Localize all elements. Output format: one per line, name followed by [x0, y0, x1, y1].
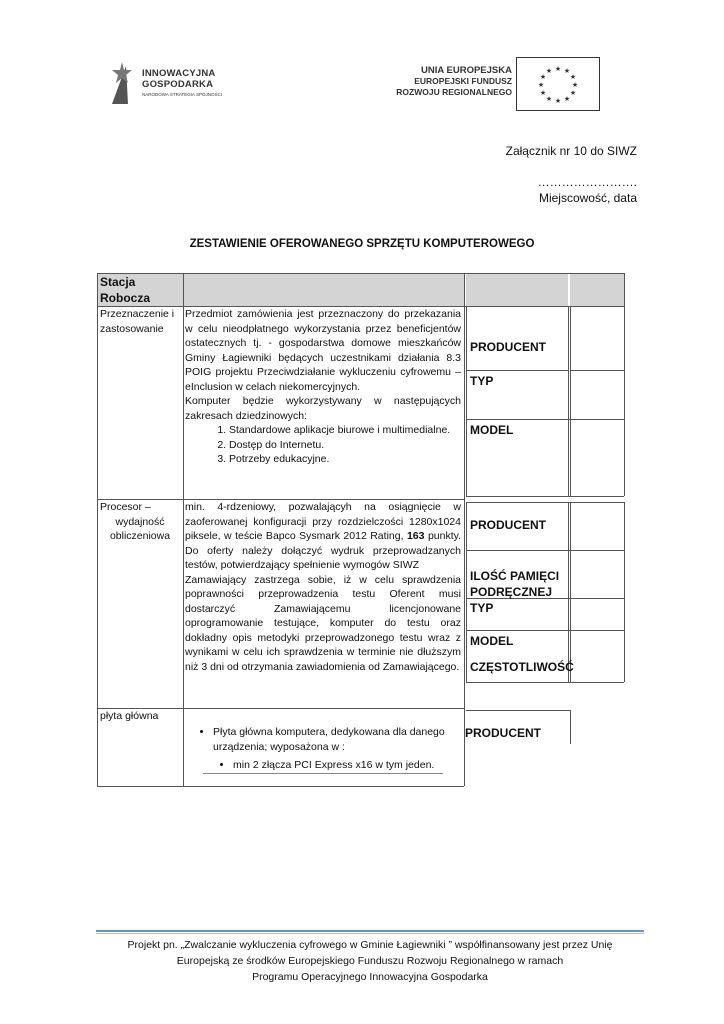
- star-logo-icon: [108, 60, 138, 106]
- logo-left-sub: NARODOWA STRATEGIA SPÓJNOŚCI: [142, 92, 223, 97]
- row2-field-typ: TYP: [470, 601, 494, 615]
- header-cell-desc: [183, 273, 464, 306]
- row3-description: [185, 725, 461, 773]
- row2-field-frequency: CZĘSTOTLIWOŚĆ: [470, 660, 574, 674]
- dots-placeholder: …………………….: [537, 175, 637, 189]
- place-date-label: Miejscowość, data: [538, 191, 637, 205]
- row1-label: Przeznaczenie i zastosowanie: [100, 308, 175, 335]
- footer-divider-thin: [96, 933, 644, 934]
- row2-text-bold: 163: [406, 530, 425, 542]
- logo-left-line1: INNOWACYJNA: [142, 68, 216, 79]
- footer-line: Programu Operacyjnego Innowacyjna Gospodarka: [252, 971, 488, 983]
- row2-field-cache: ILOŚĆ PAMIĘCI PODRĘCZNEJ: [470, 569, 560, 599]
- svg-text:★: ★: [569, 89, 577, 97]
- list-item: 1. Standardowe aplikacje biurowe i multimedialne.: [229, 423, 461, 438]
- logo-left-line2: GOSPODARKA: [142, 79, 214, 90]
- row2-text2: Zamawiający zastrzega sobie, iż w celu sprawdzenia poprawności przeprowadzenia testu Oferent musi dostarczyć Zamawiającemu licencjonowane oprogramowanie testujące, komputer do testu oraz dokładny opis metodyki przeprowadzonego testu wraz z wynikami w celu ich sprawdzenia w terminie nie dłuższym niż 3 dni od otrzymania zawiadomienia od Zamawiającego.: [185, 573, 461, 673]
- svg-text:★: ★: [563, 67, 571, 75]
- innowacyjna-gospodarka-logo: [108, 60, 258, 106]
- row1-field-typ: TYP: [470, 374, 494, 388]
- list-item: • Płyta główna komputera, dedykowana dla danego urządzenia; wyposażona w :: [213, 725, 461, 754]
- row2-description: [185, 500, 461, 674]
- header-label: Stacja Robocza: [100, 275, 151, 305]
- row1-field-producent: PRODUCENT: [470, 340, 547, 354]
- svg-text:★: ★: [569, 73, 577, 81]
- header-cell-extra: [570, 273, 625, 306]
- row3-sublist: [185, 758, 461, 773]
- footer: [80, 937, 660, 985]
- row1-field-model: MODEL: [470, 423, 514, 437]
- row1-list: [185, 423, 461, 467]
- row3-field-producent: PRODUCENT: [465, 726, 542, 740]
- svg-text:★: ★: [539, 89, 547, 97]
- svg-text:★: ★: [545, 67, 553, 75]
- svg-text:★: ★: [539, 73, 547, 81]
- row1-description: [185, 307, 461, 467]
- footer-line: Projekt pn. „Zwalczanie wykluczenia cyfrowego w Gminie Łagiewniki ” współfinansowany jest przez Unię: [127, 939, 613, 951]
- eu-line3: ROZWOJU REGIONALNEGO: [396, 87, 512, 97]
- svg-text:★: ★: [554, 97, 562, 105]
- header-cell-fields: [466, 273, 568, 306]
- eu-line2: EUROPEJSKI FUNDUSZ: [414, 76, 512, 86]
- list-item: • min 2 złącza PCI Express x16 w tym jeden.: [233, 758, 461, 773]
- row2-field-model: MODEL: [470, 634, 514, 648]
- row3-list: [185, 725, 461, 754]
- svg-text:★: ★: [545, 95, 553, 103]
- row2-text-a: min. 4-rdzeniowy, pozwalającyh na osiągnięcie w zaoferowanej konfiguracji przy rozdzielczości 1280x1024 piksele, w teście Bapco Sysmark 2012 Rating,: [185, 501, 461, 542]
- list-item: 3. Potrzeby edukacyjne.: [229, 452, 461, 467]
- row2-label-a: [100, 500, 180, 515]
- eu-logo: [388, 57, 600, 111]
- row2-text-b: punkty. Do oferty należy dołączyć wydruk przeprowadzanych testów, potwierdzający spełnienie wymogów SIWZ: [185, 530, 462, 571]
- footer-divider: [96, 930, 644, 932]
- row2-field-producent: PRODUCENT: [470, 518, 547, 532]
- row2-label-b: wydajność obliczeniowa: [109, 515, 171, 542]
- document-title: ZESTAWIENIE OFEROWANEGO SPRZĘTU KOMPUTEROWEGO: [189, 238, 535, 250]
- eu-line1: UNIA EUROPEJSKA: [421, 65, 512, 76]
- row1-text: Przedmiot zamówienia jest przeznaczony do przekazania w celu nieodpłatnego wykorzystania przez beneficjentów ostatecznych tj. - gospodarstwa domowe mieszkańców Gminy Łagiewniki będących uczestnikami działania 8.3 POIG projektu Przeciwdziałanie wykluczeniu cyfrowemu – eInclusion w celach niekomercyjnych.: [185, 308, 461, 393]
- svg-text:★: ★: [554, 65, 562, 73]
- row2-label: [100, 500, 180, 544]
- svg-text:★: ★: [537, 81, 545, 89]
- row2-text: [185, 500, 461, 573]
- header-cell-label: [97, 273, 183, 306]
- footer-line: Europejską ze środków Europejskiego Funduszu Rozwoju Regionalnego w ramach: [176, 955, 564, 967]
- annex-label: Załącznik nr 10 do SIWZ: [505, 144, 637, 158]
- svg-text:★: ★: [571, 81, 579, 89]
- svg-text:★: ★: [563, 95, 571, 103]
- row3-label: płyta główna: [100, 710, 159, 722]
- list-item: 2. Dostęp do Internetu.: [229, 438, 461, 453]
- row2-label-a-text: Procesor –: [100, 501, 151, 513]
- row1-text2: Komputer będzie wykorzystywany w następujących zakresach dziedzinowych:: [185, 395, 461, 422]
- eu-flag-icon: [516, 57, 600, 111]
- equipment-table: [97, 273, 625, 786]
